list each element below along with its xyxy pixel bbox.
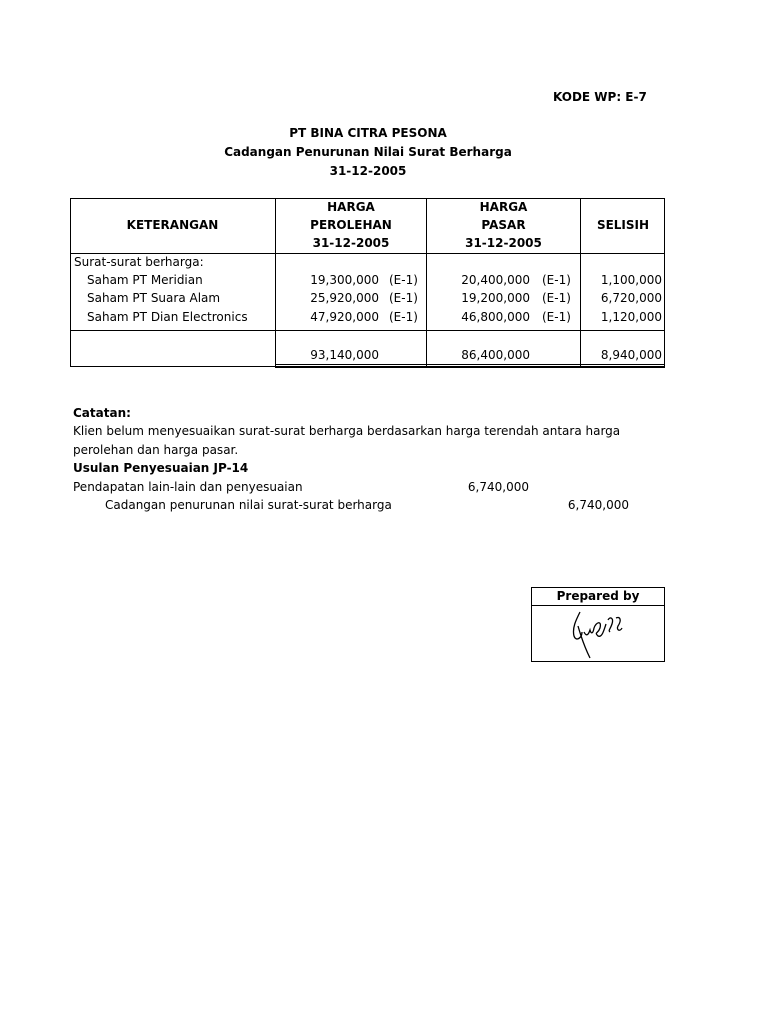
row-pasar: 19,200,000 [461, 291, 530, 305]
prepared-by-label: Prepared by [556, 589, 640, 603]
header-divider [70, 253, 665, 254]
note-line-2: perolehan dan harga pasar. [73, 443, 239, 457]
row-name: Saham PT Dian Electronics [87, 310, 248, 324]
row-pasar-ref: (E-1) [542, 273, 571, 287]
body-divider [70, 330, 665, 331]
table-bottom-left [70, 366, 276, 367]
row-perolehan: 19,300,000 [310, 273, 379, 287]
kode-wp: KODE WP: E-7 [553, 90, 647, 104]
credit-account: Cadangan penurunan nilai surat-surat berharga [105, 498, 392, 512]
debit-account: Pendapatan lain-lain dan penyesuaian [73, 480, 303, 494]
total-perolehan: 93,140,000 [310, 348, 379, 362]
row-perolehan: 25,920,000 [310, 291, 379, 305]
col-header-perolehan-3: 31-12-2005 [312, 236, 390, 250]
note-line-1: Klien belum menyesuaikan surat-surat berharga berdasarkan harga terendah antara harga [73, 424, 621, 438]
col-header-keterangan: KETERANGAN [126, 218, 219, 232]
col-header-pasar-2: PASAR [481, 218, 526, 232]
row-pasar: 20,400,000 [461, 273, 530, 287]
total-double-line [275, 367, 665, 368]
row-perolehan: 47,920,000 [310, 310, 379, 324]
group-label: Surat-surat berharga: [74, 255, 204, 269]
row-pasar: 46,800,000 [461, 310, 530, 324]
row-pasar-ref: (E-1) [542, 291, 571, 305]
col-header-pasar-3: 31-12-2005 [465, 236, 542, 250]
row-perolehan-ref: (E-1) [389, 291, 418, 305]
document-date: 31-12-2005 [329, 164, 407, 178]
row-pasar-ref: (E-1) [542, 310, 571, 324]
row-name: Saham PT Meridian [87, 273, 203, 287]
document-subtitle: Cadangan Penurunan Nilai Surat Berharga [224, 145, 512, 159]
row-selisih: 6,720,000 [600, 291, 662, 305]
total-pasar: 86,400,000 [461, 348, 530, 362]
col-header-selisih: SELISIH [596, 218, 650, 232]
total-selisih: 8,940,000 [600, 348, 662, 362]
row-perolehan-ref: (E-1) [389, 310, 418, 324]
row-perolehan-ref: (E-1) [389, 273, 418, 287]
company-name: PT BINA CITRA PESONA [289, 126, 447, 140]
catatan-label: Catatan: [73, 406, 131, 420]
total-double-line [275, 364, 665, 365]
usulan-label: Usulan Penyesuaian JP-14 [73, 461, 249, 475]
credit-amount: 6,740,000 [567, 498, 629, 512]
col-header-perolehan-1: HARGA [327, 200, 375, 214]
row-selisih: 1,100,000 [600, 273, 662, 287]
row-selisih: 1,120,000 [600, 310, 662, 324]
signature-icon [560, 606, 640, 661]
debit-amount: 6,740,000 [467, 480, 529, 494]
col-header-pasar-1: HARGA [479, 200, 528, 214]
col-header-perolehan-2: PEROLEHAN [310, 218, 392, 232]
row-name: Saham PT Suara Alam [87, 291, 221, 305]
